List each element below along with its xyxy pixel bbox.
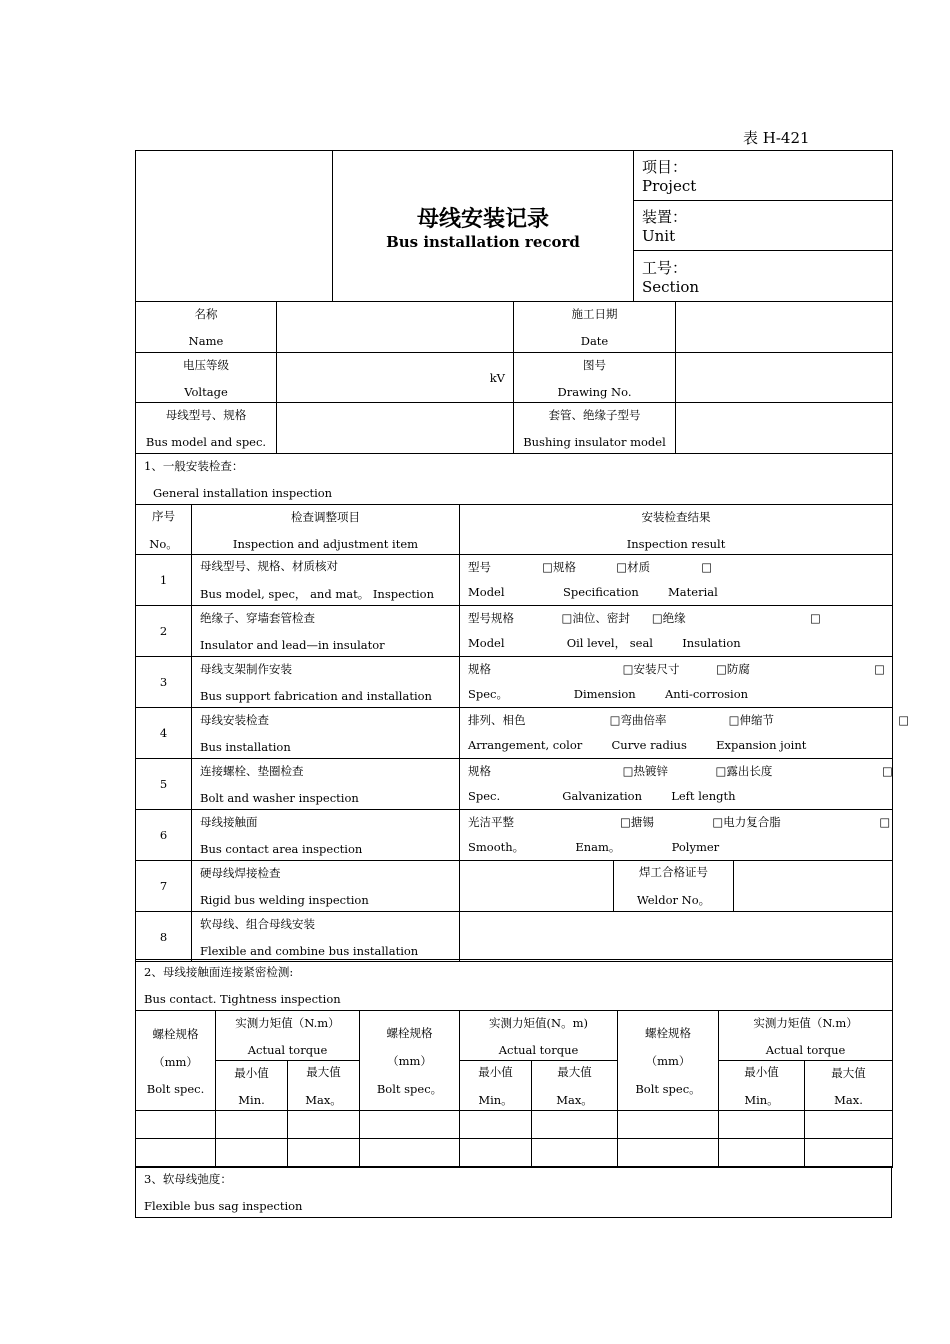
title-cell [333, 151, 634, 302]
welding-result[interactable] [460, 861, 614, 912]
table-row: 1 母线型号、规格、材质核对 Bus model, spec， and mat。 Inspection 型号 □规格 □材质 □ Model Specification Material [136, 555, 893, 606]
welder-value[interactable] [734, 861, 893, 912]
col-no-header: 序号 No。 [136, 505, 192, 555]
bushing-label: 套管、绝缘子型号 Bushing insulator model [514, 403, 676, 454]
section-label-en: Section [642, 277, 700, 296]
bolt-spec-header: 螺栓规格 （mm） Bolt spec。 [618, 1011, 719, 1111]
result-cell[interactable]: 型号 □规格 □材质 □ Model Specification Material [460, 555, 893, 606]
result-cell[interactable]: 规格 □热镀锌 □露出长度 □ Spec. Galvanization Left length [460, 759, 893, 810]
project-field[interactable] [634, 151, 893, 201]
result-cell[interactable]: 光洁平整 □搪锡 □电力复合脂 □ Smooth。 Enam。 Polymer [460, 810, 893, 861]
table-row: 8 软母线、组合母线安装 Flexible and combine bus installation [136, 912, 893, 962]
col-item-header: 检查调整项目 Inspection and adjustment item [192, 505, 460, 555]
min-header: 最小值 Min。 [460, 1061, 532, 1111]
min-header: 最小值 Min。 [719, 1061, 805, 1111]
section2-table [135, 959, 893, 1168]
project-label-cn: 项目： [642, 158, 688, 176]
table-row: 2 绝缘子、穿墙套管检查 Insulator and lead—in insulator 型号规格 □油位、密封 □绝缘 □ Model Oil level， seal Insulation [136, 606, 893, 657]
section1-title: 1、一般安装检查： General installation inspection [136, 454, 893, 505]
unit-label-cn: 装置： [642, 208, 688, 226]
bolt-spec-header: 螺栓规格 （mm） Bolt spec. [136, 1011, 216, 1111]
bolt-spec-header: 螺栓规格 （mm） Bolt spec。 [360, 1011, 460, 1111]
row-no: 1 [136, 555, 192, 606]
result-cell[interactable]: 排列、相色 □弯曲倍率 □伸缩节 □ Arrangement, color Curve radius Expansion joint [460, 708, 893, 759]
table-row: 7 硬母线焊接检查 Rigid bus welding inspection 焊工合格证号 Weldor No。 [136, 861, 893, 912]
row-no: 7 [136, 861, 192, 912]
project-label-en: Project [642, 177, 697, 195]
row-no: 4 [136, 708, 192, 759]
torque-header: 实测力矩值（N.m） Actual torque [719, 1011, 893, 1061]
date-label: 施工日期 Date [514, 302, 676, 353]
max-header: 最大值 Max. [805, 1061, 893, 1111]
title-cn: 母线安装记录 [416, 206, 549, 232]
max-header: 最大值 Max。 [532, 1061, 618, 1111]
unit-label-en: Unit [642, 227, 676, 245]
voltage-unit: kV [489, 370, 505, 385]
voltage-label: 电压等级 Voltage [136, 353, 277, 403]
section-label-cn: 工号： [642, 258, 688, 277]
section-field[interactable] [634, 251, 893, 302]
logo-area [136, 151, 333, 302]
table-row: 6 母线接触面 Bus contact area inspection 光洁平整 □搪锡 □电力复合脂 □ Smooth。 Enam。 Polymer [136, 810, 893, 861]
title-en: Bus installation record [386, 232, 580, 251]
table-row: 3 母线支架制作安装 Bus support fabrication and installation 规格 □安装尺寸 □防腐 □ Spec。 Dimension Anti-corrosion [136, 657, 893, 708]
unit-field[interactable] [634, 201, 893, 251]
min-header: 最小值 Min. [216, 1061, 288, 1111]
row-no: 3 [136, 657, 192, 708]
table-row [136, 1139, 893, 1168]
result-cell[interactable]: 型号规格 □油位、密封 □绝缘 □ Model Oil level， seal Insulation [460, 606, 893, 657]
result-cell[interactable]: 规格 □安装尺寸 □防腐 □ Spec。 Dimension Anti-corrosion [460, 657, 893, 708]
voltage-value[interactable] [277, 353, 514, 403]
row-no: 6 [136, 810, 192, 861]
header-table [135, 150, 893, 302]
table-row: 4 母线安装检查 Bus installation 排列、相色 □弯曲倍率 □伸缩节 □ Arrangement, color Curve radius Expansion joint [136, 708, 893, 759]
torque-header: 实测力矩值（N.m） Actual torque [216, 1011, 360, 1061]
row-no: 5 [136, 759, 192, 810]
name-value[interactable] [277, 302, 514, 353]
bushing-value[interactable] [676, 403, 893, 454]
section3-title: 3、软母线弛度： Flexible bus sag inspection [136, 1167, 892, 1218]
torque-header: 实测力矩值(N。m) Actual torque [460, 1011, 618, 1061]
date-value[interactable] [676, 302, 893, 353]
bus-model-value[interactable] [277, 403, 514, 454]
section1-table [135, 453, 910, 962]
info-table [135, 301, 893, 454]
section3-table [135, 1166, 892, 1218]
table-row [136, 1111, 893, 1139]
row-no: 2 [136, 606, 192, 657]
drawing-label: 图号 Drawing No. [514, 353, 676, 403]
welder-label: 焊工合格证号 Weldor No。 [614, 861, 734, 912]
bus-model-label: 母线型号、规格 Bus model and spec. [136, 403, 277, 454]
result-cell[interactable] [460, 912, 893, 962]
form-number: 表 H-421 [743, 129, 810, 147]
table-row: 5 连接螺栓、垫圈检查 Bolt and washer inspection 规格 □热镀锌 □露出长度 □ Spec. Galvanization Left length [136, 759, 893, 810]
col-result-header: 安装检查结果 Inspection result [460, 505, 893, 555]
section2-title: 2、母线接触面连接紧密检测: Bus contact. Tightness inspection [136, 960, 893, 1011]
row-no: 8 [136, 912, 192, 962]
drawing-value[interactable] [676, 353, 893, 403]
name-label: 名称 Name [136, 302, 277, 353]
max-header: 最大值 Max。 [288, 1061, 360, 1111]
